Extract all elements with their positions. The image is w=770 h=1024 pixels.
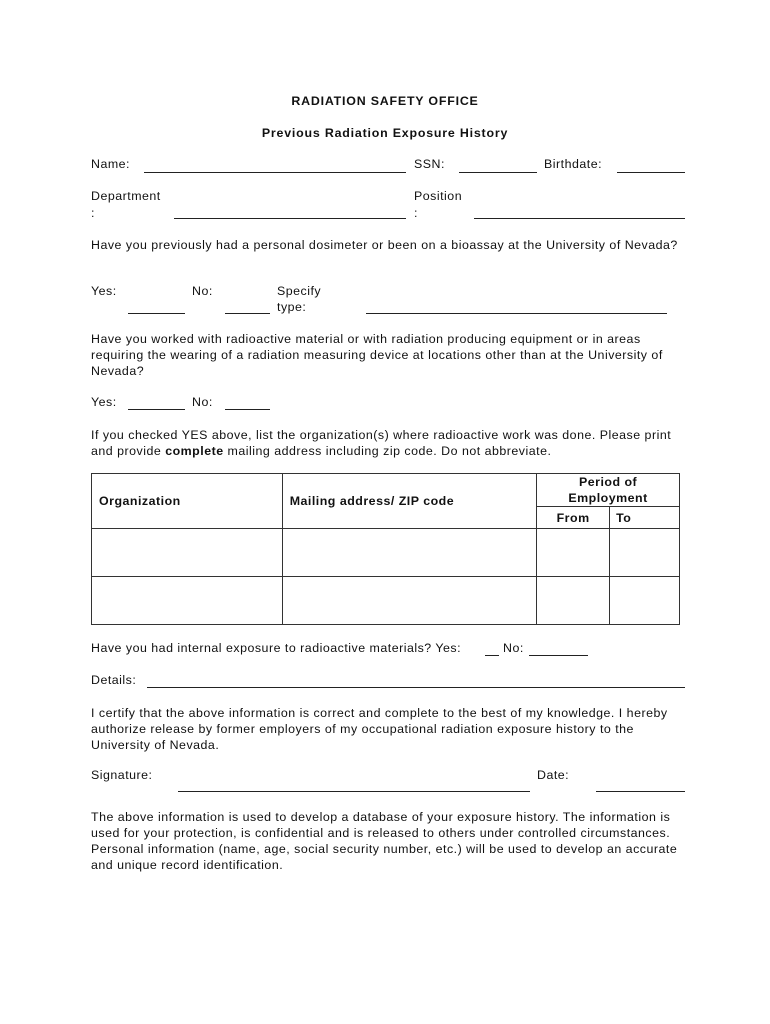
col-period-header bbox=[537, 474, 680, 507]
col-period-line2: Employment bbox=[568, 491, 648, 505]
to-cell[interactable] bbox=[610, 529, 680, 577]
employment-table bbox=[91, 473, 680, 625]
q1-type-label: type: bbox=[277, 300, 307, 314]
q2-no-field[interactable] bbox=[225, 409, 270, 410]
instructions-bold: complete bbox=[165, 444, 224, 458]
ssn-label: SSN: bbox=[414, 157, 445, 171]
col-to: To bbox=[610, 507, 680, 529]
signature-field[interactable] bbox=[178, 791, 530, 792]
ssn-field[interactable] bbox=[459, 172, 537, 173]
name-field[interactable] bbox=[144, 172, 406, 173]
signature-label: Signature: bbox=[91, 768, 153, 782]
question-other-locations: Have you worked with radioactive material or with radiation producing equipment or in areas requiring the wearing of a radiation measuring device at locations other than at the University of Nevada? bbox=[91, 332, 663, 378]
table-row bbox=[92, 577, 680, 625]
org-cell[interactable] bbox=[92, 577, 283, 625]
privacy-notice: The above information is used to develop a database of your exposure history. The information is used for your protection, is confidential and is released to others under controlled circumstances. Personal information (name, age, social security number, etc.) will be used to develop an accurate and unique record identification. bbox=[91, 810, 678, 872]
department-field[interactable] bbox=[174, 218, 406, 219]
date-label: Date: bbox=[537, 768, 570, 782]
q1-no-field[interactable] bbox=[225, 313, 270, 314]
from-cell[interactable] bbox=[537, 577, 610, 625]
birthdate-label: Birthdate: bbox=[544, 157, 603, 171]
q4-no-label: No: bbox=[503, 641, 524, 655]
col-period-line1: Period of bbox=[578, 475, 638, 489]
q4-yes-field[interactable] bbox=[485, 655, 499, 656]
office-title: RADIATION SAFETY OFFICE bbox=[291, 94, 479, 108]
department-label: Department bbox=[91, 189, 161, 203]
details-label: Details: bbox=[91, 673, 137, 687]
q1-specify-field[interactable] bbox=[366, 313, 667, 314]
org-cell[interactable] bbox=[92, 529, 283, 577]
col-mailing-address: Mailing address/ ZIP code bbox=[282, 474, 536, 529]
col-from: From bbox=[537, 507, 610, 529]
address-cell[interactable] bbox=[282, 529, 536, 577]
address-cell[interactable] bbox=[282, 577, 536, 625]
date-field[interactable] bbox=[596, 791, 685, 792]
instructions-text-2: mailing address including zip code. Do not abbreviate. bbox=[223, 444, 552, 458]
birthdate-field[interactable] bbox=[617, 172, 685, 173]
q2-no-label: No: bbox=[192, 395, 213, 409]
details-field[interactable] bbox=[147, 687, 685, 688]
position-label: Position bbox=[414, 189, 463, 203]
from-cell[interactable] bbox=[537, 529, 610, 577]
col-organization: Organization bbox=[92, 474, 283, 529]
instructions-text-1: If you checked YES above, list the organization(s) where radioactive work was done. Please print and provide bbox=[91, 428, 672, 458]
organizations-instructions bbox=[91, 427, 691, 459]
q2-yes-label: Yes: bbox=[91, 395, 117, 409]
position-colon: : bbox=[414, 206, 418, 220]
to-cell[interactable] bbox=[610, 577, 680, 625]
table-row bbox=[92, 529, 680, 577]
q1-yes-label: Yes: bbox=[91, 284, 117, 298]
position-field[interactable] bbox=[474, 218, 685, 219]
q2-yes-field[interactable] bbox=[128, 409, 185, 410]
form-title: Previous Radiation Exposure History bbox=[261, 126, 509, 140]
certification-text: I certify that the above information is correct and complete to the best of my knowledge. I hereby authorize release by former employers of my occupational radiation exposure history to the University of Nevada. bbox=[91, 706, 668, 752]
q1-specify-label: Specify bbox=[277, 284, 322, 298]
question-dosimeter: Have you previously had a personal dosimeter or been on a bioassay at the University of Nevada? bbox=[91, 238, 678, 252]
department-colon: : bbox=[91, 206, 95, 220]
q1-yes-field[interactable] bbox=[128, 313, 185, 314]
question-internal-exposure: Have you had internal exposure to radioactive materials? Yes: bbox=[91, 641, 462, 655]
q1-no-label: No: bbox=[192, 284, 213, 298]
q4-no-field[interactable] bbox=[529, 655, 588, 656]
name-label: Name: bbox=[91, 157, 130, 171]
